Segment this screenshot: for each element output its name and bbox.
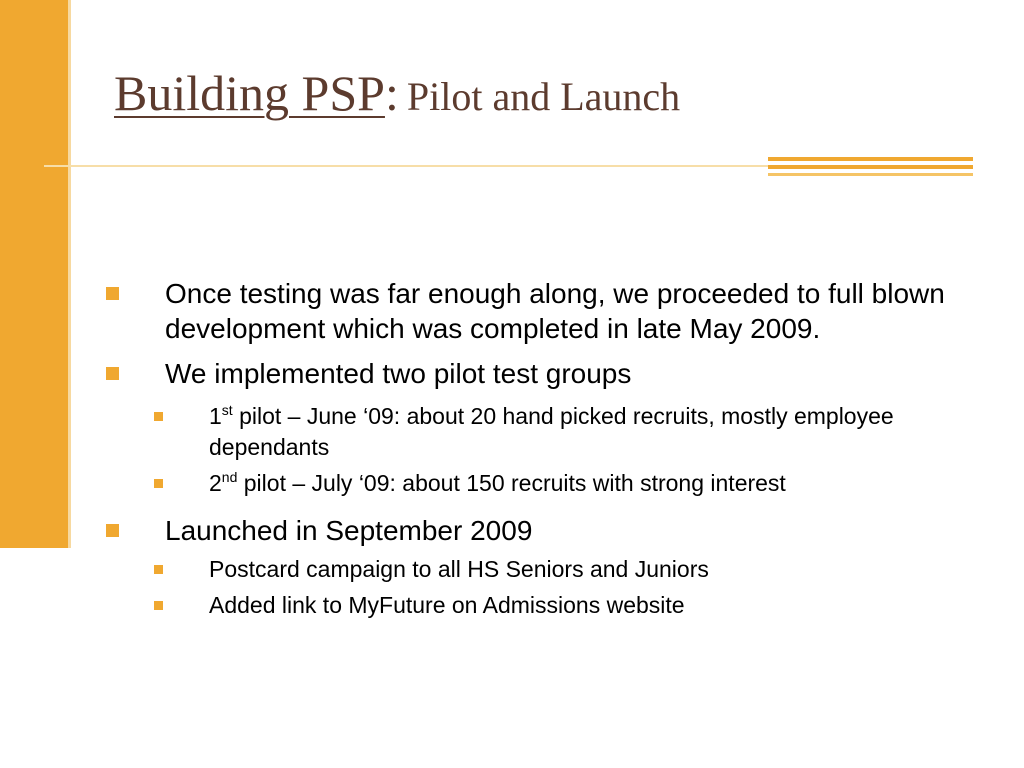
- square-bullet-icon: [106, 524, 119, 537]
- sub-bullet-number: 1: [209, 403, 222, 429]
- title-main: Building PSP: [114, 65, 385, 121]
- sub-bullet-text: Added link to MyFuture on Admissions website: [209, 592, 685, 618]
- slide-title: [114, 65, 681, 121]
- left-accent-bar-edge: [68, 0, 71, 548]
- sub-bullet-text: pilot – June ‘09: about 20 hand picked recruits, mostly employee dependants: [209, 403, 894, 460]
- square-bullet-icon: [154, 412, 163, 421]
- square-bullet-icon: [154, 479, 163, 488]
- title-accent-bars: [768, 157, 973, 180]
- sub-bullet-ordinal: st: [221, 402, 233, 418]
- bullet-text: We implemented two pilot test groups: [165, 358, 632, 389]
- title-subtitle: Pilot and Launch: [406, 74, 681, 119]
- square-bullet-icon: [154, 601, 163, 610]
- accent-bar-middle: [768, 165, 973, 169]
- sub-bullet-item: [106, 590, 986, 621]
- sub-bullet-text: Postcard campaign to all HS Seniors and Juniors: [209, 556, 709, 582]
- square-bullet-icon: [106, 367, 119, 380]
- sub-bullet-item: [106, 401, 986, 463]
- bullet-item: [106, 276, 986, 346]
- left-accent-bar: [0, 0, 68, 548]
- sub-bullet-item: [106, 554, 986, 585]
- accent-bar-top: [768, 157, 973, 161]
- bullet-list: [106, 276, 986, 630]
- sub-bullet-ordinal: nd: [221, 469, 238, 485]
- bullet-text: Once testing was far enough along, we proceeded to full blown development which was completed in late May 2009.: [165, 278, 945, 344]
- bullet-text: Launched in September 2009: [165, 515, 533, 546]
- bullet-item: [106, 513, 986, 548]
- sub-bullet-text: pilot – July ‘09: about 150 recruits with strong interest: [237, 470, 786, 496]
- square-bullet-icon: [154, 565, 163, 574]
- accent-bar-bottom: [768, 173, 973, 176]
- sub-bullet-item: [106, 468, 986, 499]
- square-bullet-icon: [106, 287, 119, 300]
- bullet-item: [106, 356, 986, 391]
- title-divider-line: [44, 165, 814, 167]
- title-colon: :: [384, 65, 399, 121]
- sub-bullet-number: 2: [209, 470, 222, 496]
